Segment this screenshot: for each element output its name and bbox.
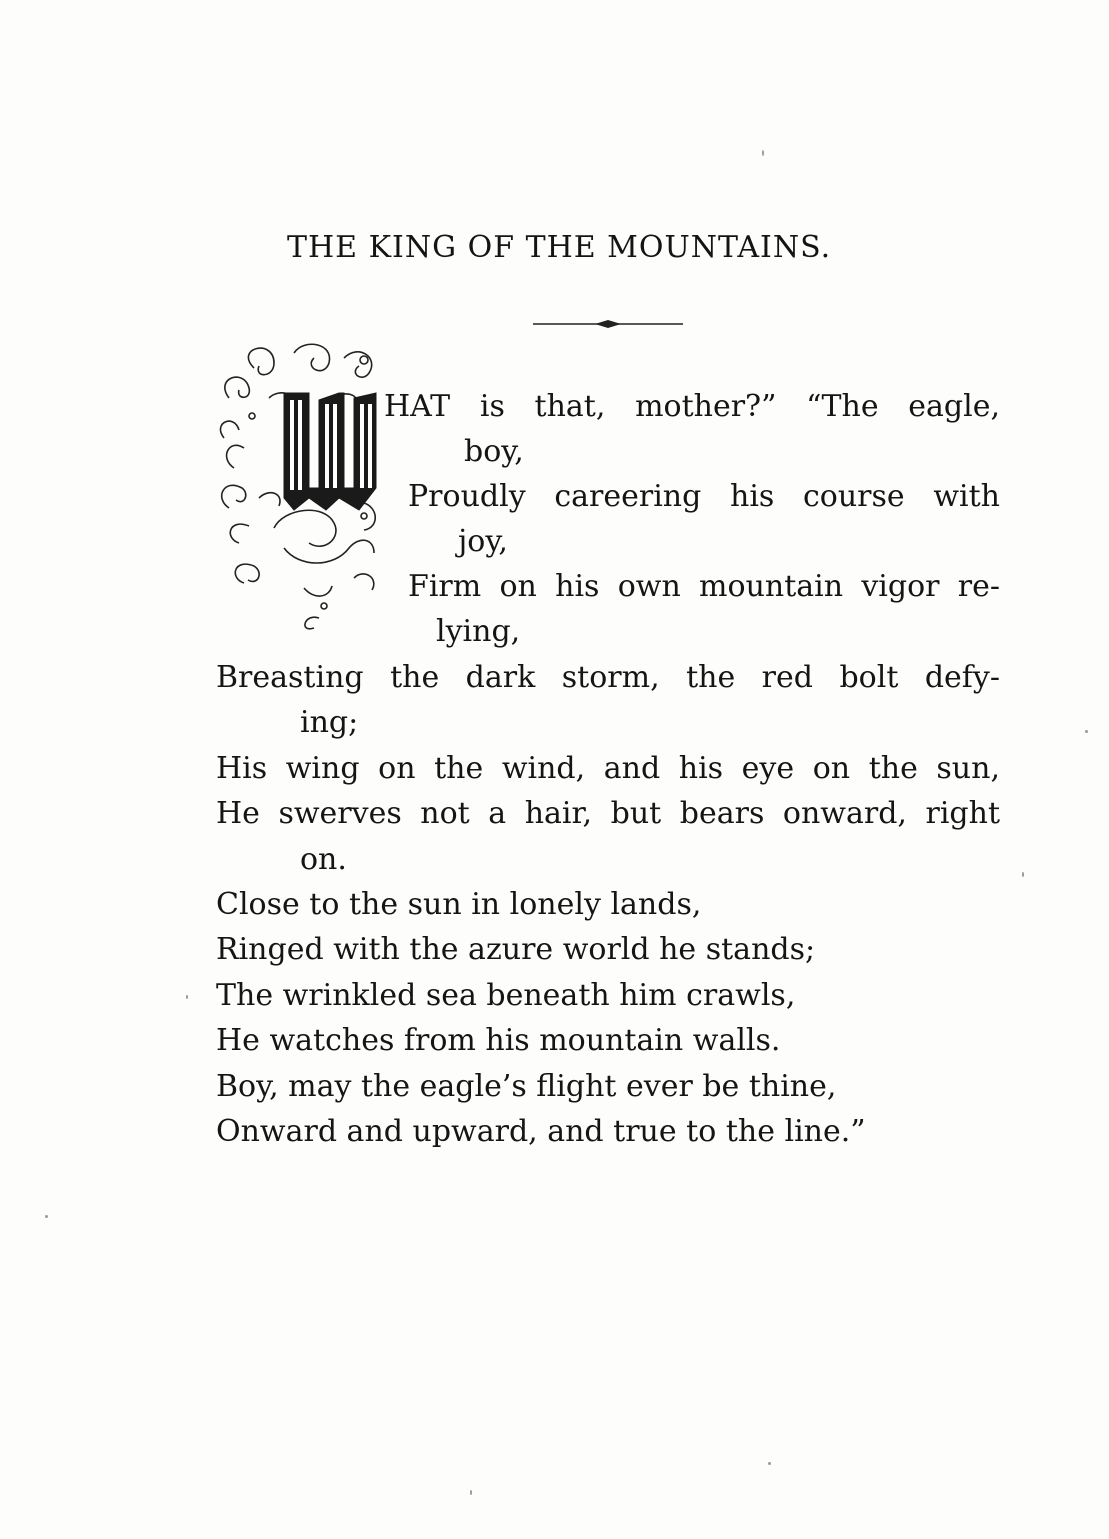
poem-line-6: lying, — [436, 614, 521, 649]
poem-line-1: HAT is that, mother?” “The eagle, — [384, 389, 1000, 424]
title-divider-ornament — [533, 314, 683, 334]
poem-line-4: joy, — [458, 524, 508, 559]
scan-speck — [1085, 730, 1088, 733]
poem-line-8: ing; — [300, 705, 359, 740]
scan-speck — [470, 1490, 472, 1495]
poem-line-16: Boy, may the eagle’s flight ever be thine, — [216, 1069, 837, 1104]
poem-line-3: Proudly careering his course with — [408, 479, 1000, 514]
scan-speck — [762, 150, 764, 156]
poem-line-7: Breasting the dark storm, the red bolt defy- — [216, 660, 1000, 695]
poem-line-14: The wrinkled sea beneath him crawls, — [216, 978, 796, 1013]
scan-speck — [186, 995, 188, 999]
poem-line-12: Close to the sun in lonely lands, — [216, 887, 702, 922]
poem-line-9: His wing on the wind, and his eye on the sun, — [216, 751, 1000, 786]
drop-cap-w-ornament — [214, 338, 384, 638]
poem-line-10: He swerves not a hair, but bears onward, right — [216, 796, 1000, 831]
scan-speck — [768, 1462, 771, 1465]
scan-speck — [45, 1215, 48, 1218]
poem-line-5: Firm on his own mountain vigor re- — [408, 569, 1000, 604]
poem-line-13: Ringed with the azure world he stands; — [216, 932, 816, 967]
poem-line-17: Onward and upward, and true to the line.” — [216, 1114, 866, 1149]
poem-line-11: on. — [300, 842, 347, 877]
poem-title: THE KING OF THE MOUNTAINS. — [287, 230, 832, 265]
poem-line-15: He watches from his mountain walls. — [216, 1023, 781, 1058]
poem-line-2: boy, — [464, 434, 524, 469]
scan-speck — [1022, 872, 1024, 877]
